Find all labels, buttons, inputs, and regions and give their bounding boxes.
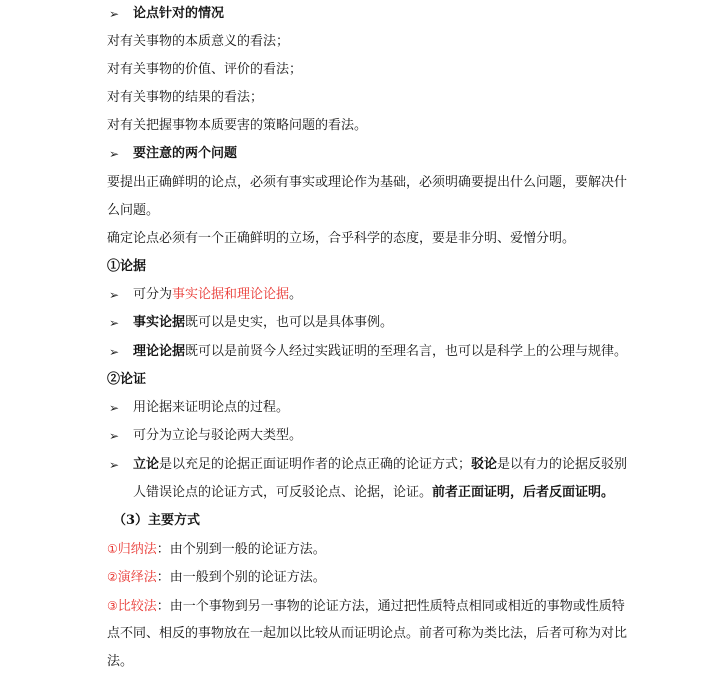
method-item: ②演绎法：由一般到个别的论证方法。 bbox=[107, 570, 326, 585]
bullet-item: 用论据来证明论点的过程。 bbox=[133, 400, 290, 415]
text-line: 要提出正确鲜明的论点，必须有事实或理论作为基础，必须明确要提出什么问题，要解决什 bbox=[107, 175, 628, 190]
circled-number: ① bbox=[107, 259, 121, 274]
text-line: 点不同、相反的事物放在一起加以比较从而证明论点。前者可称为类比法，后者可称为对比 bbox=[107, 626, 628, 641]
method-name: 演绎法 bbox=[117, 570, 157, 585]
method-name: 比较法 bbox=[117, 599, 157, 614]
text-line: 么问题。 bbox=[107, 203, 160, 218]
bullet-item: 理论论据既可以是前贤今人经过实践证明的至理名言，也可以是科学上的公理与规律。 bbox=[133, 344, 628, 359]
bullet-arrow-icon: ➢ bbox=[109, 345, 120, 359]
bullet-arrow-icon: ➢ bbox=[109, 288, 120, 302]
bullet-arrow-icon: ➢ bbox=[109, 458, 120, 472]
text-line: 确定论点必须有一个正确鲜明的立场，合乎科学的态度，要是非分明、爱憎分明。 bbox=[107, 231, 576, 246]
text-line: 对有关把握事物本质要害的策略问题的看法。 bbox=[107, 118, 368, 133]
bullet-arrow-icon: ➢ bbox=[109, 7, 120, 21]
bullet-item: 可分为立论与驳论两大类型。 bbox=[133, 428, 303, 443]
heading-evidence bbox=[107, 257, 708, 277]
highlight-red-text: 事实论据和理论论据 bbox=[172, 287, 290, 302]
text-line: 对有关事物的价值、评价的看法； bbox=[107, 62, 303, 77]
section-heading-argument-targets: 论点针对的情况 bbox=[133, 6, 225, 21]
bullet-arrow-icon: ➢ bbox=[109, 429, 120, 443]
bullet-arrow-icon: ➢ bbox=[109, 401, 120, 415]
bullet-arrow-icon: ➢ bbox=[109, 316, 120, 330]
heading-text: 论证 bbox=[120, 372, 147, 387]
text-line: 对有关事物的本质意义的看法； bbox=[107, 34, 290, 49]
section-heading-two-issues: 要注意的两个问题 bbox=[133, 146, 238, 161]
method-item: ③比较法：由一个事物到另一事物的论证方法，通过把性质特点相同或相近的事物或性质特 bbox=[107, 599, 625, 614]
heading-main-methods: （3）主要方式 bbox=[113, 513, 201, 528]
circled-number: ② bbox=[107, 372, 121, 387]
heading-text: 论据 bbox=[120, 259, 147, 274]
bullet-item: 立论是以充足的论据正面证明作者的论点正确的论证方式；驳论是以有力的论据反驳别 bbox=[133, 457, 628, 472]
bullet-item: 可分为事实论据和理论论据。 bbox=[133, 287, 303, 302]
bullet-item: 事实论据既可以是史实，也可以是具体事例。 bbox=[133, 315, 394, 330]
heading-demonstration bbox=[107, 370, 708, 390]
bullet-item-continuation: 人错误论点的论证方式，可反驳论点、论据，论证。前者正面证明，后者反面证明。 bbox=[133, 485, 615, 500]
bullet-arrow-icon: ➢ bbox=[109, 147, 120, 161]
text-line: 对有关事物的结果的看法； bbox=[107, 90, 264, 105]
method-item: ①归纳法：由个别到一般的论证方法。 bbox=[107, 542, 326, 557]
method-name: 归纳法 bbox=[117, 542, 157, 557]
text-line: 法。 bbox=[107, 654, 134, 669]
